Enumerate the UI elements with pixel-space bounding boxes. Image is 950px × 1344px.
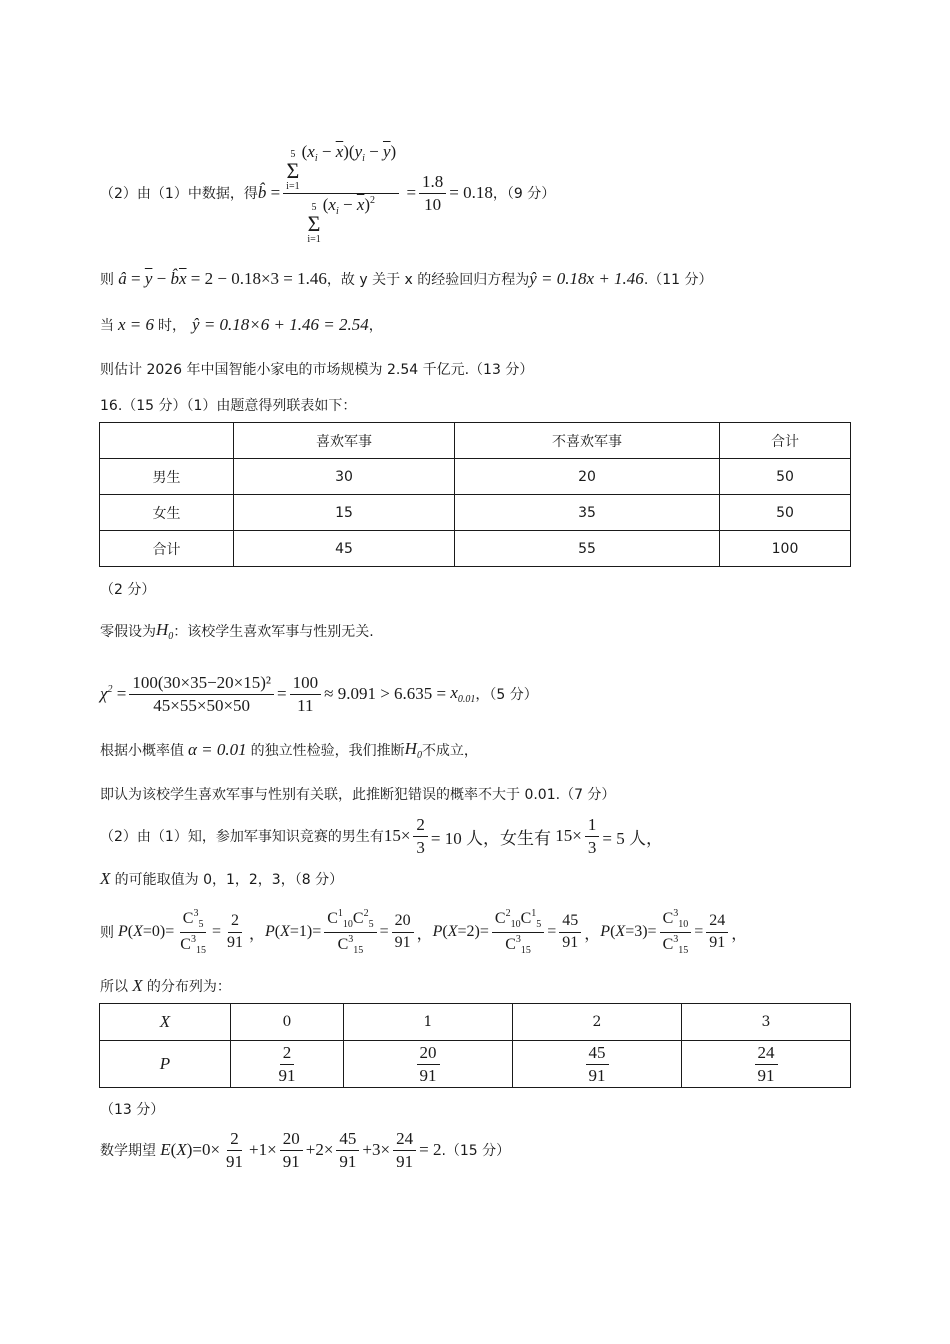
alpha-line: 根据小概率值 α = 0.01 的独立性检验，我们推断 $H_0$ 不成立， bbox=[100, 739, 478, 761]
b-hat-denominator: 5 Σ i=1 $(x_i - \overline{x})^2$ bbox=[307, 194, 376, 245]
b-hat-line: （2）由（1）中数据，得 b̂ = 5 Σ i=1 $(x_i - \overline{x})(y_i - \overline{y})$ 5 Σ i=1 $(x_i - \overline{x})^2$ = $\frac{1.8}{10}$ = 0.18 ，（9 分） bbox=[100, 141, 556, 245]
conclusion-line: 即认为该校学生喜欢军事与性别有关联，此推断犯错误的概率不大于 0.01.（7 分） bbox=[100, 787, 616, 803]
distribution-intro: 所以 X 的分布列为： bbox=[100, 976, 231, 995]
part2-line: （2）由（1）知，参加军事知识竞赛的男生有 15× $\frac{2}{3}$ = 10 人，女生有 15× $\frac{1}{3}$ = 5 人， bbox=[100, 814, 663, 857]
table-row: 女生 15 35 50 bbox=[100, 495, 851, 531]
a-hat-line: 则 â = $\overline{y}$ − $b̂\overline{x} = 2 - 0.18\times 3 = 1.46$ ，故 y 关于 x 的经验回归方程为 ŷ = 0.18x + 1.46 .（11 分） bbox=[100, 269, 713, 288]
chi-rest: ≈ 9.091 > 6.635 = bbox=[324, 684, 447, 703]
table-header-row: 喜欢军事 不喜欢军事 合计 bbox=[100, 423, 851, 459]
expectation-line: 数学期望 E ( X )=0× $\frac{2}{91}$ +1× $\frac{20}{91}$ +2× $\frac{45}{91}$ +3× $\frac{24}{91}$ = 2 .（15 分） bbox=[100, 1128, 511, 1171]
estimate-line: 则估计 2026 年中国智能小家电的市场规模为 2.54 千亿元.（13 分） bbox=[100, 362, 534, 378]
chi-symbol: $\chi^2$ bbox=[100, 684, 113, 703]
b-hat-value-fraction: $\frac{1.8}{10}$ bbox=[419, 172, 446, 214]
chi-fraction-simplified: $\frac{100}{11}$ bbox=[290, 673, 322, 715]
b-hat-fraction bbox=[283, 142, 399, 245]
sum-symbol-top: 5 Σ i=1 bbox=[286, 148, 300, 192]
part2-intro: （2）由（1）中数据，得 bbox=[100, 186, 258, 202]
prediction-line: 当 x = 6 时， ŷ = 0.18×6 + 1.46 = 2.54 ， bbox=[100, 315, 383, 334]
b-hat-symbol: b̂ = bbox=[257, 183, 281, 202]
q16-header: 16.（15 分）（1）由题意得列联表如下： bbox=[100, 398, 357, 414]
regression-equation: ŷ = 0.18x + 1.46 bbox=[529, 269, 644, 288]
table-row: 合计 45 55 100 bbox=[100, 531, 851, 567]
h0-symbol: $H_0$ bbox=[156, 620, 174, 642]
table-row: X 0 1 2 3 bbox=[100, 1004, 851, 1041]
a-hat-text: ，故 y 关于 x 的经验回归方程为 bbox=[326, 272, 530, 288]
critical-value: $x_{0.01}$ bbox=[446, 683, 476, 705]
prediction-expr: ŷ = 0.18×6 + 1.46 = 2.54 bbox=[192, 315, 369, 334]
chi-fraction: $\frac{\text{100(30×35−20×15)²}}{45\times 55\times 50\times 50}$ bbox=[129, 673, 274, 715]
table-row: 男生 30 20 50 bbox=[100, 459, 851, 495]
score-2: （2 分） bbox=[100, 582, 156, 598]
null-hypothesis-line: 零假设为 $H_0$ ：该校学生喜欢军事与性别无关. bbox=[100, 620, 374, 642]
sum-symbol-bottom: 5 Σ i=1 bbox=[307, 201, 321, 245]
a-hat-score: .（11 分） bbox=[643, 272, 713, 288]
chi-square-line: $\chi^2$ = $\frac{\text{100(30×35−20×15)²}}{45\times 55\times 50\times 50}$ = $\frac{100}{11}$ ≈ 9.091 > 6.635 = $x_{0.01}$ ，（5 分） bbox=[100, 672, 538, 715]
a-hat-expr: â = $\overline{y}$ − $b̂\overline{x} = 2 - 0.18\times 3 = 1.46$ bbox=[118, 269, 327, 288]
probability-line: 则 P ( X =0)= $\frac{C^3_5}{C^3_{15}}$ = $\frac{2}{91}$ ， P ( X =1)= $\frac{C^1_{10}C^2_5}{C^3_{15}}$ = $\frac{20}{91}$ ， P ( X =2)= $\frac{C^2_{10}C^1_5}{C^3_{15}}$ = $\frac{45}{91}$ ， P ( X =3)= $\frac{C^3_{10}}{C^3_{15}}$ = $\frac{24}{91}$ ， bbox=[100, 908, 748, 956]
x-values-line: X 的可能取值为 0，1，2，3，（8 分） bbox=[100, 869, 344, 888]
b-hat-result: = 0.18 bbox=[449, 183, 493, 202]
score-13: （13 分） bbox=[100, 1102, 165, 1118]
b-hat-numerator: 5 Σ i=1 $(x_i - \overline{x})(y_i - \overline{y})$ bbox=[283, 142, 399, 194]
b-hat-score: ，（9 分） bbox=[492, 186, 556, 202]
contingency-table bbox=[99, 422, 851, 567]
distribution-table bbox=[99, 1003, 851, 1088]
table-row: P $\frac{2}{91}$ $\frac{20}{91}$ $\frac{45}{91}$ $\frac{24}{91}$ bbox=[100, 1041, 851, 1088]
